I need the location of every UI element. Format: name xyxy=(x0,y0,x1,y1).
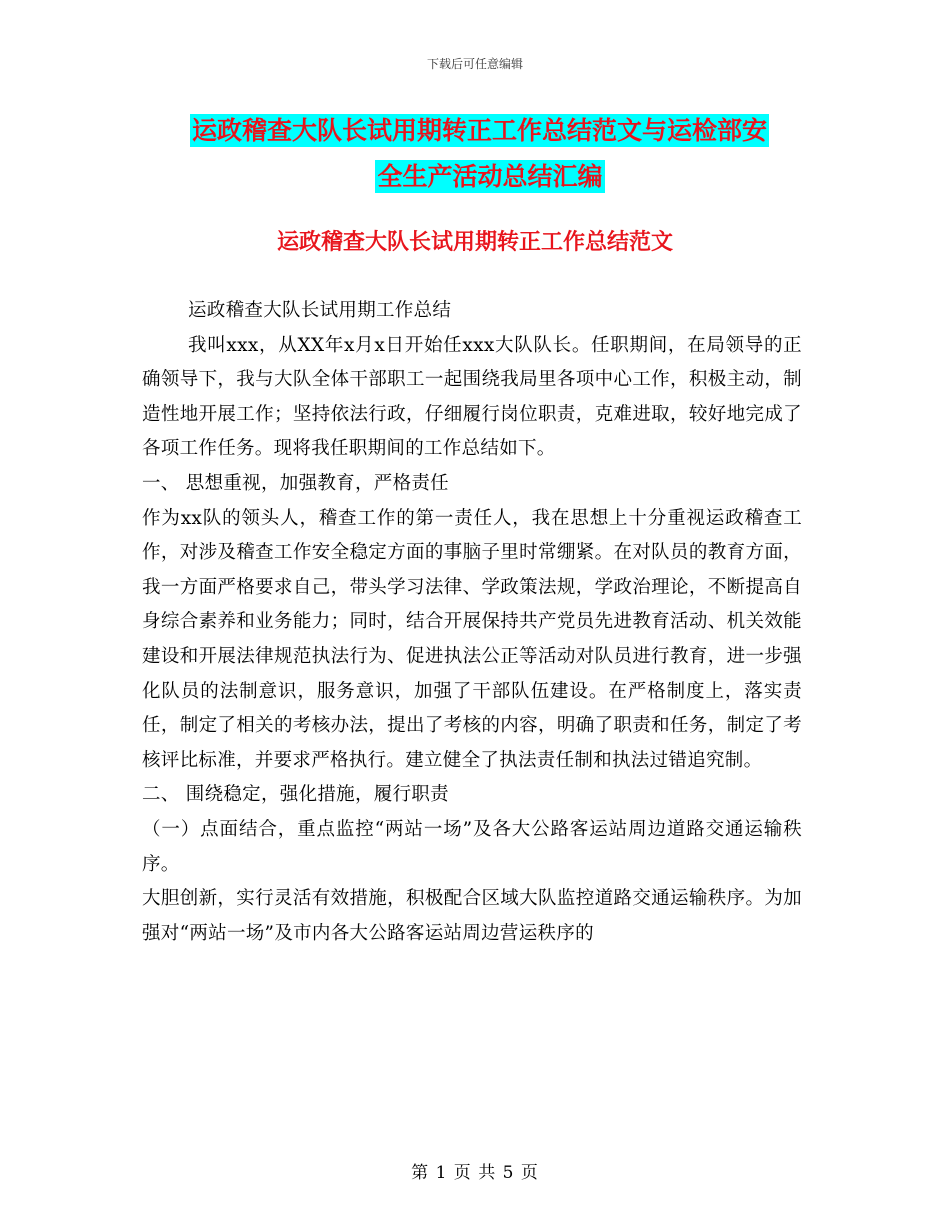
paragraph: 我叫xxx，从XX年x月x日开始任xxx大队队长。任职期间，在局领导的正确领导下，我与大队全体干部职工一起围绕我局里各项中心工作，积极主动，制造性地开展工作；坚持依法行政，仔细履行岗位职责，克难进取，较好地完成了各项工作任务。现将我任职期间的工作总结如下。 xyxy=(142,334,802,460)
section-title: 运政稽查大队长试用期转正工作总结范文 xyxy=(276,230,673,255)
heading-2: 二、 围绕稳定，强化措施，履行职责 xyxy=(142,784,449,806)
document-title xyxy=(190,108,810,200)
title-line-2: 全生产活动总结汇编 xyxy=(377,162,603,191)
paragraph: 作为xx队的领头人，稽查工作的第一责任人，我在思想上十分重视运政稽查工作，对涉及稽查工作安全稳定方面的事脑子里时常绷紧。在对队员的教育方面，我一方面严格要求自己，带头学习法律、学政策法规，学政治理论，不断提高自身综合素养和业务能力；同时，结合开展保持共产党员先进教育活动、机关效能建设和开展法律规范执法行为、促进执法公正等活动对队员进行教育，进一步强化队员的法制意识，服务意识，加强了干部队伍建设。在严格制度上，落实责任，制定了相关的考核办法，提出了考核的内容，明确了职责和任务，制定了考核评比标准，并要求严格执行。建立健全了执法责任制和执法过错追究制。 xyxy=(142,507,802,771)
page-footer: 第 1 页 共 5 页 xyxy=(411,1163,539,1183)
heading-1: 一、 思想重视，加强教育，严格责任 xyxy=(142,472,449,494)
title-line-1: 运政稽查大队长试用期转正工作总结范文与运检部安 xyxy=(192,116,768,145)
paragraph: 运政稽查大队长试用期工作总结 xyxy=(188,300,452,321)
body-text xyxy=(142,294,802,951)
paragraph: 大胆创新，实行灵活有效措施，积极配合区域大队监控道路交通运输秩序。为加强对“两站一场”及市内各大公路客运站周边营运秩序的 xyxy=(142,888,802,944)
sub-heading: （一）点面结合，重点监控“两站一场”及各大公路客运站周边道路交通运输秩序。 xyxy=(142,818,802,875)
header-note: 下载后可任意编辑 xyxy=(426,57,523,71)
